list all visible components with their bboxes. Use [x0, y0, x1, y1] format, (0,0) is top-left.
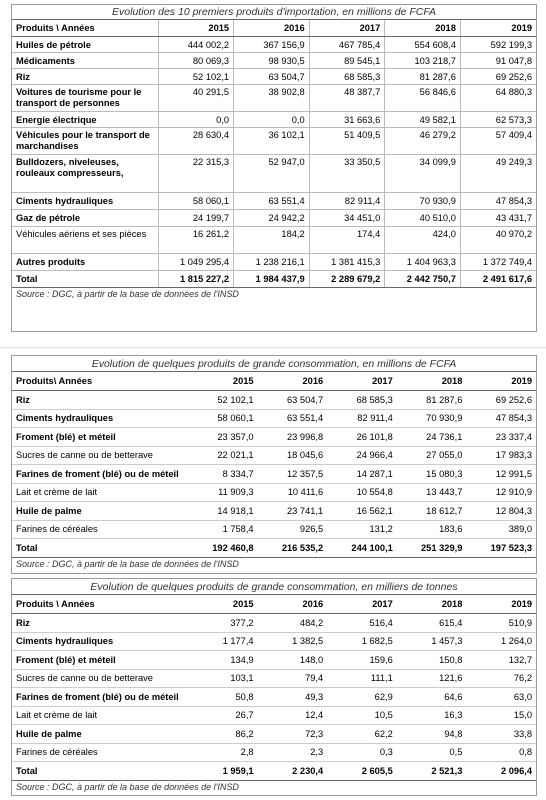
total-value: 197 523,3 [466, 539, 536, 558]
cell-value: 81 287,6 [397, 391, 467, 410]
table3-header-year: 2018 [397, 595, 467, 614]
page-separator [0, 347, 546, 348]
table-row [12, 743, 536, 762]
table1-header-year: 2017 [309, 20, 385, 37]
cell-value: 510,9 [466, 614, 536, 633]
row-label: Ciments hydrauliques [12, 632, 188, 651]
cell-value: 24 736,1 [397, 428, 467, 447]
cell-value: 57 409,4 [460, 128, 536, 155]
row-label: Huile de palme [12, 725, 188, 744]
cell-value: 592 199,3 [460, 37, 536, 53]
total-value: 192 460,8 [188, 539, 258, 558]
cell-value: 148,0 [258, 651, 328, 670]
cell-value: 159,6 [327, 651, 397, 670]
total-value: 2 521,3 [397, 762, 467, 781]
cell-value: 51 409,5 [309, 128, 385, 155]
table-row [12, 227, 536, 254]
cell-value: 183,6 [397, 520, 467, 539]
cell-value: 62,2 [327, 725, 397, 744]
row-label: Véhicules aériens et ses pièces [12, 227, 158, 254]
total-value: 244 100,1 [327, 539, 397, 558]
row-label: Huiles de pétrole [12, 37, 158, 53]
cell-value: 79,4 [258, 669, 328, 688]
total-label: Total [12, 539, 188, 558]
cell-value: 81 287,6 [385, 69, 461, 85]
cell-value: 24 199,7 [158, 210, 234, 227]
table-row [12, 128, 536, 155]
table-row [12, 483, 536, 502]
cell-value: 18 045,6 [258, 446, 328, 465]
total-value: 1 959,1 [188, 762, 258, 781]
cell-value: 52 947,0 [234, 155, 310, 193]
cell-value: 10 411,6 [258, 483, 328, 502]
table3-header-year: 2016 [258, 595, 328, 614]
cell-value: 10,5 [327, 706, 397, 725]
cell-value: 516,4 [327, 614, 397, 633]
cell-value: 70 930,9 [385, 193, 461, 210]
cell-value: 131,2 [327, 520, 397, 539]
cell-value: 23 337,4 [466, 428, 536, 447]
cell-value: 184,2 [234, 227, 310, 254]
cell-value: 2,3 [258, 743, 328, 762]
table2-panel [11, 355, 537, 574]
cell-value: 22 315,3 [158, 155, 234, 193]
table2-header-year: 2015 [188, 372, 258, 391]
total-value: 1 984 437,9 [234, 271, 310, 288]
cell-value: 1 381 415,3 [309, 254, 385, 271]
cell-value: 12 357,5 [258, 465, 328, 484]
total-value: 1 815 227,2 [158, 271, 234, 288]
cell-value: 89 545,1 [309, 53, 385, 69]
cell-value: 52 102,1 [158, 69, 234, 85]
cell-value: 46 279,2 [385, 128, 461, 155]
row-label: Gaz de pétrole [12, 210, 158, 227]
cell-value: 12 991,5 [466, 465, 536, 484]
total-value: 2 605,5 [327, 762, 397, 781]
cell-value: 12,4 [258, 706, 328, 725]
cell-value: 13 443,7 [397, 483, 467, 502]
table-row [12, 669, 536, 688]
cell-value: 94,8 [397, 725, 467, 744]
cell-value: 467 785,4 [309, 37, 385, 53]
cell-value: 12 910,9 [466, 483, 536, 502]
table-row [12, 465, 536, 484]
cell-value: 80 069,3 [158, 53, 234, 69]
table2-header-year: 2018 [397, 372, 467, 391]
cell-value: 10 554,8 [327, 483, 397, 502]
cell-value: 91 047,8 [460, 53, 536, 69]
table2-total-row [12, 539, 536, 558]
table1-header-label: Produits \ Années [12, 20, 158, 37]
row-label: Froment (blé) et méteil [12, 651, 188, 670]
total-value: 2 442 750,7 [385, 271, 461, 288]
row-label: Autres produits [12, 254, 158, 271]
cell-value: 62,9 [327, 688, 397, 707]
cell-value: 28 630,4 [158, 128, 234, 155]
table1-header-row [12, 20, 536, 37]
cell-value: 1 264,0 [466, 632, 536, 651]
cell-value: 47 854,3 [460, 193, 536, 210]
cell-value: 2,8 [188, 743, 258, 762]
table-row [12, 725, 536, 744]
table-row [12, 409, 536, 428]
cell-value: 23 357,0 [188, 428, 258, 447]
cell-value: 1 238 216,1 [234, 254, 310, 271]
cell-value: 33 350,5 [309, 155, 385, 193]
cell-value: 615,4 [397, 614, 467, 633]
row-label: Lait et crème de lait [12, 706, 188, 725]
table-row [12, 706, 536, 725]
total-label: Total [12, 762, 188, 781]
cell-value: 63 551,4 [258, 409, 328, 428]
cell-value: 24 966,4 [327, 446, 397, 465]
cell-value: 377,2 [188, 614, 258, 633]
table3-header-year: 2015 [188, 595, 258, 614]
cell-value: 69 252,6 [460, 69, 536, 85]
table3 [12, 594, 536, 781]
cell-value: 34 451,0 [309, 210, 385, 227]
cell-value: 68 585,3 [327, 391, 397, 410]
row-label: Riz [12, 69, 158, 85]
table1-header-year: 2016 [234, 20, 310, 37]
cell-value: 43 431,7 [460, 210, 536, 227]
table-row [12, 391, 536, 410]
cell-value: 1 177,4 [188, 632, 258, 651]
row-label: Riz [12, 391, 188, 410]
cell-value: 174,4 [309, 227, 385, 254]
cell-value: 40 291,5 [158, 85, 234, 112]
row-label: Sucres de canne ou de betterave [12, 446, 188, 465]
cell-value: 0,3 [327, 743, 397, 762]
cell-value: 121,6 [397, 669, 467, 688]
cell-value: 15 080,3 [397, 465, 467, 484]
cell-value: 23 996,8 [258, 428, 328, 447]
row-label: Voitures de tourisme pour le transport de personnes [12, 85, 158, 112]
row-label: Farines de froment (blé) ou de méteil [12, 465, 188, 484]
total-value: 216 535,2 [258, 539, 328, 558]
row-label: Véhicules pour le transport de marchandises [12, 128, 158, 155]
cell-value: 26 101,8 [327, 428, 397, 447]
cell-value: 82 911,4 [327, 409, 397, 428]
row-label: Farines de céréales [12, 520, 188, 539]
cell-value: 76,2 [466, 669, 536, 688]
row-label: Ciments hydrauliques [12, 409, 188, 428]
table3-source: Source : DGC, à partir de la base de données de l'INSD [16, 782, 239, 792]
table1-caption: Evolution des 10 premiers produits d'importation, en millions de FCFA [112, 6, 436, 18]
cell-value: 484,2 [258, 614, 328, 633]
cell-value: 52 102,1 [188, 391, 258, 410]
table-row [12, 614, 536, 633]
row-label: Sucres de canne ou de betterave [12, 669, 188, 688]
table-row [12, 210, 536, 227]
cell-value: 0,5 [397, 743, 467, 762]
cell-value: 98 930,5 [234, 53, 310, 69]
cell-value: 0,0 [158, 112, 234, 128]
cell-value: 150,8 [397, 651, 467, 670]
cell-value: 63 551,4 [234, 193, 310, 210]
cell-value: 64,6 [397, 688, 467, 707]
cell-value: 27 055,0 [397, 446, 467, 465]
cell-value: 33,8 [466, 725, 536, 744]
table1-header-year: 2018 [385, 20, 461, 37]
table1-source: Source : DGC, à partir de la base de données de l'INSD [16, 289, 239, 299]
total-value: 2 491 617,6 [460, 271, 536, 288]
cell-value: 18 612,7 [397, 502, 467, 521]
cell-value: 31 663,6 [309, 112, 385, 128]
cell-value: 134,9 [188, 651, 258, 670]
cell-value: 86,2 [188, 725, 258, 744]
cell-value: 16 261,2 [158, 227, 234, 254]
table2 [12, 371, 536, 558]
cell-value: 0,0 [234, 112, 310, 128]
table2-header-year: 2017 [327, 372, 397, 391]
table-row [12, 632, 536, 651]
row-label: Farines de céréales [12, 743, 188, 762]
row-label: Bulldozers, niveleuses, rouleaux compresseurs, [12, 155, 158, 193]
cell-value: 64 880,3 [460, 85, 536, 112]
cell-value: 1 682,5 [327, 632, 397, 651]
row-label: Huile de palme [12, 502, 188, 521]
table-row [12, 254, 536, 271]
cell-value: 36 102,1 [234, 128, 310, 155]
table-row [12, 688, 536, 707]
cell-value: 49 249,3 [460, 155, 536, 193]
cell-value: 16,3 [397, 706, 467, 725]
cell-value: 1 372 749,4 [460, 254, 536, 271]
cell-value: 38 902,8 [234, 85, 310, 112]
table-row [12, 428, 536, 447]
table-row [12, 69, 536, 85]
cell-value: 40 510,0 [385, 210, 461, 227]
cell-value: 103 218,7 [385, 53, 461, 69]
row-label: Médicaments [12, 53, 158, 69]
table2-header-year: 2016 [258, 372, 328, 391]
table-row [12, 502, 536, 521]
table3-header-row [12, 595, 536, 614]
cell-value: 23 741,1 [258, 502, 328, 521]
cell-value: 58 060,1 [158, 193, 234, 210]
table-row [12, 85, 536, 112]
cell-value: 49,3 [258, 688, 328, 707]
cell-value: 444 002,2 [158, 37, 234, 53]
cell-value: 49 582,1 [385, 112, 461, 128]
cell-value: 1 049 295,4 [158, 254, 234, 271]
cell-value: 132,7 [466, 651, 536, 670]
cell-value: 72,3 [258, 725, 328, 744]
row-label: Lait et crème de lait [12, 483, 188, 502]
cell-value: 62 573,3 [460, 112, 536, 128]
table-row [12, 446, 536, 465]
cell-value: 1 457,3 [397, 632, 467, 651]
cell-value: 48 387,7 [309, 85, 385, 112]
cell-value: 367 156,9 [234, 37, 310, 53]
cell-value: 47 854,3 [466, 409, 536, 428]
cell-value: 8 334,7 [188, 465, 258, 484]
cell-value: 24 942,2 [234, 210, 310, 227]
cell-value: 56 846,6 [385, 85, 461, 112]
table2-source: Source : DGC, à partir de la base de données de l'INSD [16, 559, 239, 569]
total-label: Total [12, 271, 158, 288]
row-label: Energie électrique [12, 112, 158, 128]
cell-value: 63,0 [466, 688, 536, 707]
total-value: 2 096,4 [466, 762, 536, 781]
cell-value: 63 504,7 [234, 69, 310, 85]
cell-value: 12 804,3 [466, 502, 536, 521]
cell-value: 1 758,4 [188, 520, 258, 539]
cell-value: 26,7 [188, 706, 258, 725]
cell-value: 82 911,4 [309, 193, 385, 210]
table3-header-year: 2019 [466, 595, 536, 614]
cell-value: 926,5 [258, 520, 328, 539]
cell-value: 11 909,3 [188, 483, 258, 502]
cell-value: 50,8 [188, 688, 258, 707]
cell-value: 69 252,6 [466, 391, 536, 410]
cell-value: 22 021,1 [188, 446, 258, 465]
table-row [12, 520, 536, 539]
cell-value: 1 382,5 [258, 632, 328, 651]
row-label: Riz [12, 614, 188, 633]
cell-value: 14 287,1 [327, 465, 397, 484]
row-label: Farines de froment (blé) ou de méteil [12, 688, 188, 707]
table1 [12, 19, 536, 288]
cell-value: 68 585,3 [309, 69, 385, 85]
cell-value: 16 562,1 [327, 502, 397, 521]
table2-header-year: 2019 [466, 372, 536, 391]
total-value: 2 230,4 [258, 762, 328, 781]
cell-value: 15,0 [466, 706, 536, 725]
cell-value: 111,1 [327, 669, 397, 688]
row-label: Froment (blé) et méteil [12, 428, 188, 447]
table3-header-year: 2017 [327, 595, 397, 614]
table1-header-year: 2019 [460, 20, 536, 37]
table3-panel [11, 578, 537, 796]
total-value: 2 289 679,2 [309, 271, 385, 288]
cell-value: 70 930,9 [397, 409, 467, 428]
table1-total-row [12, 271, 536, 288]
table-row [12, 112, 536, 128]
cell-value: 424,0 [385, 227, 461, 254]
total-value: 251 329,9 [397, 539, 467, 558]
cell-value: 103,1 [188, 669, 258, 688]
table3-total-row [12, 762, 536, 781]
cell-value: 554 608,4 [385, 37, 461, 53]
cell-value: 14 918,1 [188, 502, 258, 521]
table3-caption: Evolution de quelques produits de grande consommation, en milliers de tonnes [90, 581, 458, 593]
cell-value: 58 060,1 [188, 409, 258, 428]
table-row [12, 53, 536, 69]
cell-value: 63 504,7 [258, 391, 328, 410]
table-row [12, 651, 536, 670]
table2-header-label: Produits\ Années [12, 372, 188, 391]
table1-panel [11, 4, 537, 332]
row-label: Ciments hydrauliques [12, 193, 158, 210]
table-row [12, 155, 536, 193]
cell-value: 1 404 963,3 [385, 254, 461, 271]
cell-value: 17 983,3 [466, 446, 536, 465]
cell-value: 40 970,2 [460, 227, 536, 254]
table-row [12, 193, 536, 210]
cell-value: 389,0 [466, 520, 536, 539]
cell-value: 34 099,9 [385, 155, 461, 193]
table3-header-label: Produits \ Années [12, 595, 188, 614]
table2-caption: Evolution de quelques produits de grande consommation, en millions de FCFA [91, 358, 457, 370]
cell-value: 0,8 [466, 743, 536, 762]
table-row [12, 37, 536, 53]
table1-header-year: 2015 [158, 20, 234, 37]
table2-header-row [12, 372, 536, 391]
